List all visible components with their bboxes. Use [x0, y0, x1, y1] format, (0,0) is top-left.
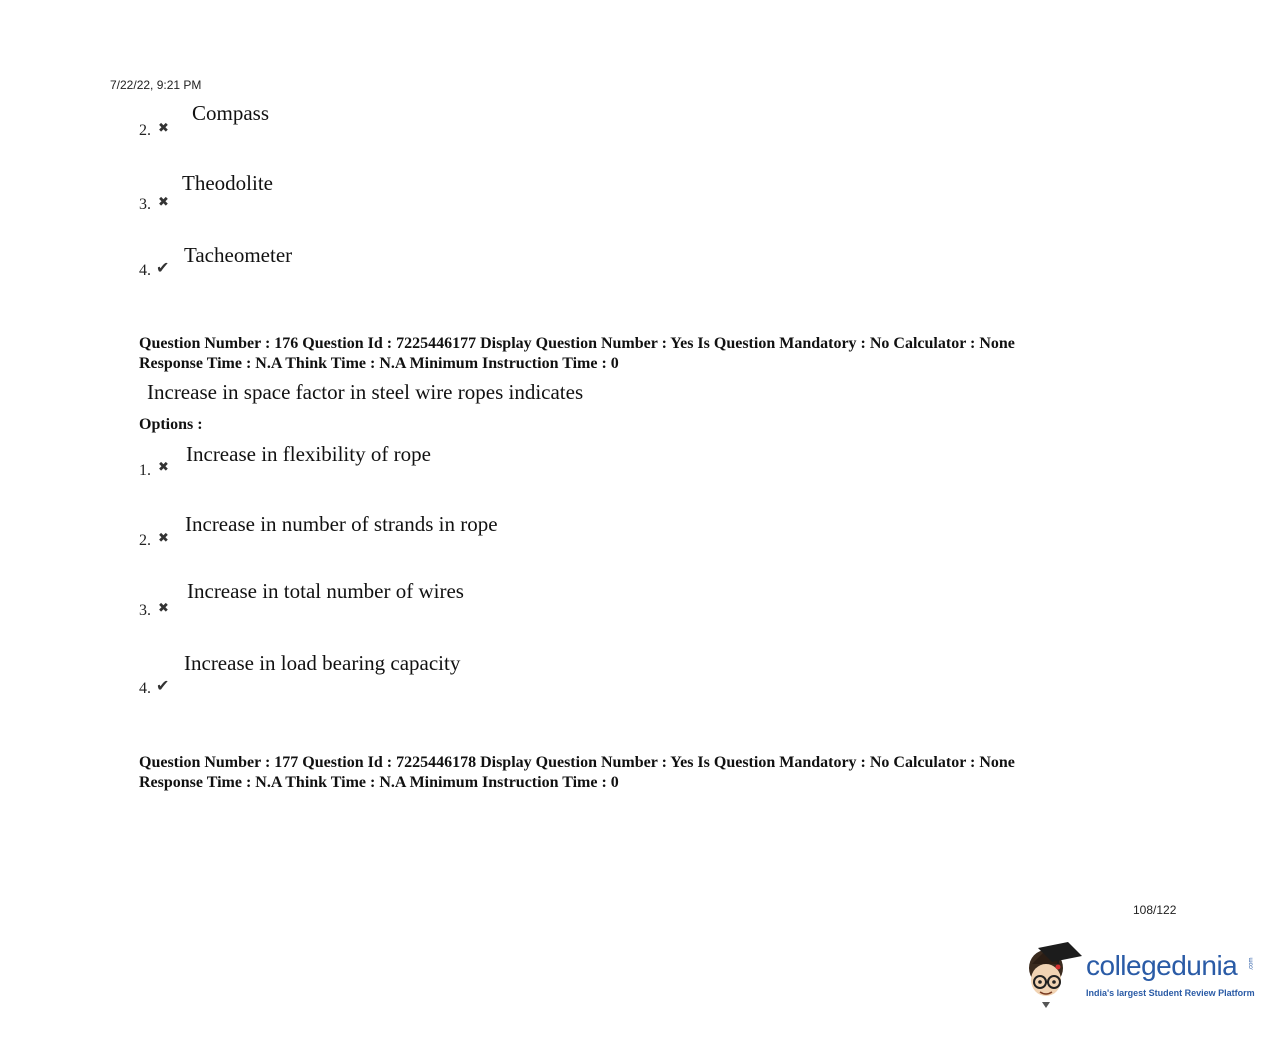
cross-icon: ✖	[158, 120, 169, 135]
options-label: Options :	[139, 416, 203, 433]
logo-brand-text: collegedunia	[1086, 950, 1238, 981]
option-number: 2.	[139, 122, 151, 139]
option-text: Increase in total number of wires	[187, 579, 464, 603]
check-icon: ✔	[156, 260, 170, 277]
option-text: Theodolite	[182, 171, 273, 195]
option-text: Increase in number of strands in rope	[185, 512, 498, 536]
option-number: 1.	[139, 462, 151, 479]
question-meta-line2: Response Time : N.A Think Time : N.A Minimum Instruction Time : 0	[139, 774, 619, 791]
cross-icon: ✖	[158, 600, 169, 615]
question-meta-line1: Question Number : 177 Question Id : 7225446178 Display Question Number : Yes Is Question Mandatory : No Calculator : None	[139, 754, 1015, 771]
check-icon: ✔	[156, 678, 170, 695]
cross-icon: ✖	[158, 194, 169, 209]
cross-icon: ✖	[158, 530, 169, 545]
question-meta-line1: Question Number : 176 Question Id : 7225446177 Display Question Number : Yes Is Question Mandatory : No Calculator : None	[139, 335, 1015, 352]
collegedunia-logo	[1024, 940, 1254, 1010]
option-number: 4.	[139, 262, 151, 279]
option-text: Tacheometer	[184, 243, 293, 267]
option-text: Compass	[192, 101, 270, 125]
cross-icon: ✖	[158, 459, 169, 474]
page-number: 108/122	[1133, 903, 1177, 917]
logo-suffix: .com	[1248, 957, 1255, 971]
question-text: Increase in space factor in steel wire ropes indicates	[147, 380, 584, 404]
mascot-icon	[1024, 940, 1086, 1010]
option-text: Increase in load bearing capacity	[184, 651, 461, 675]
option-number: 3.	[139, 196, 151, 213]
logo-tagline: India's largest Student Review Platform	[1086, 988, 1255, 998]
option-text: Increase in flexibility of rope	[186, 442, 431, 466]
print-timestamp: 7/22/22, 9:21 PM	[110, 78, 202, 92]
option-number: 2.	[139, 532, 151, 549]
option-number: 4.	[139, 680, 151, 697]
question-meta-line2: Response Time : N.A Think Time : N.A Minimum Instruction Time : 0	[139, 355, 619, 372]
option-number: 3.	[139, 602, 151, 619]
